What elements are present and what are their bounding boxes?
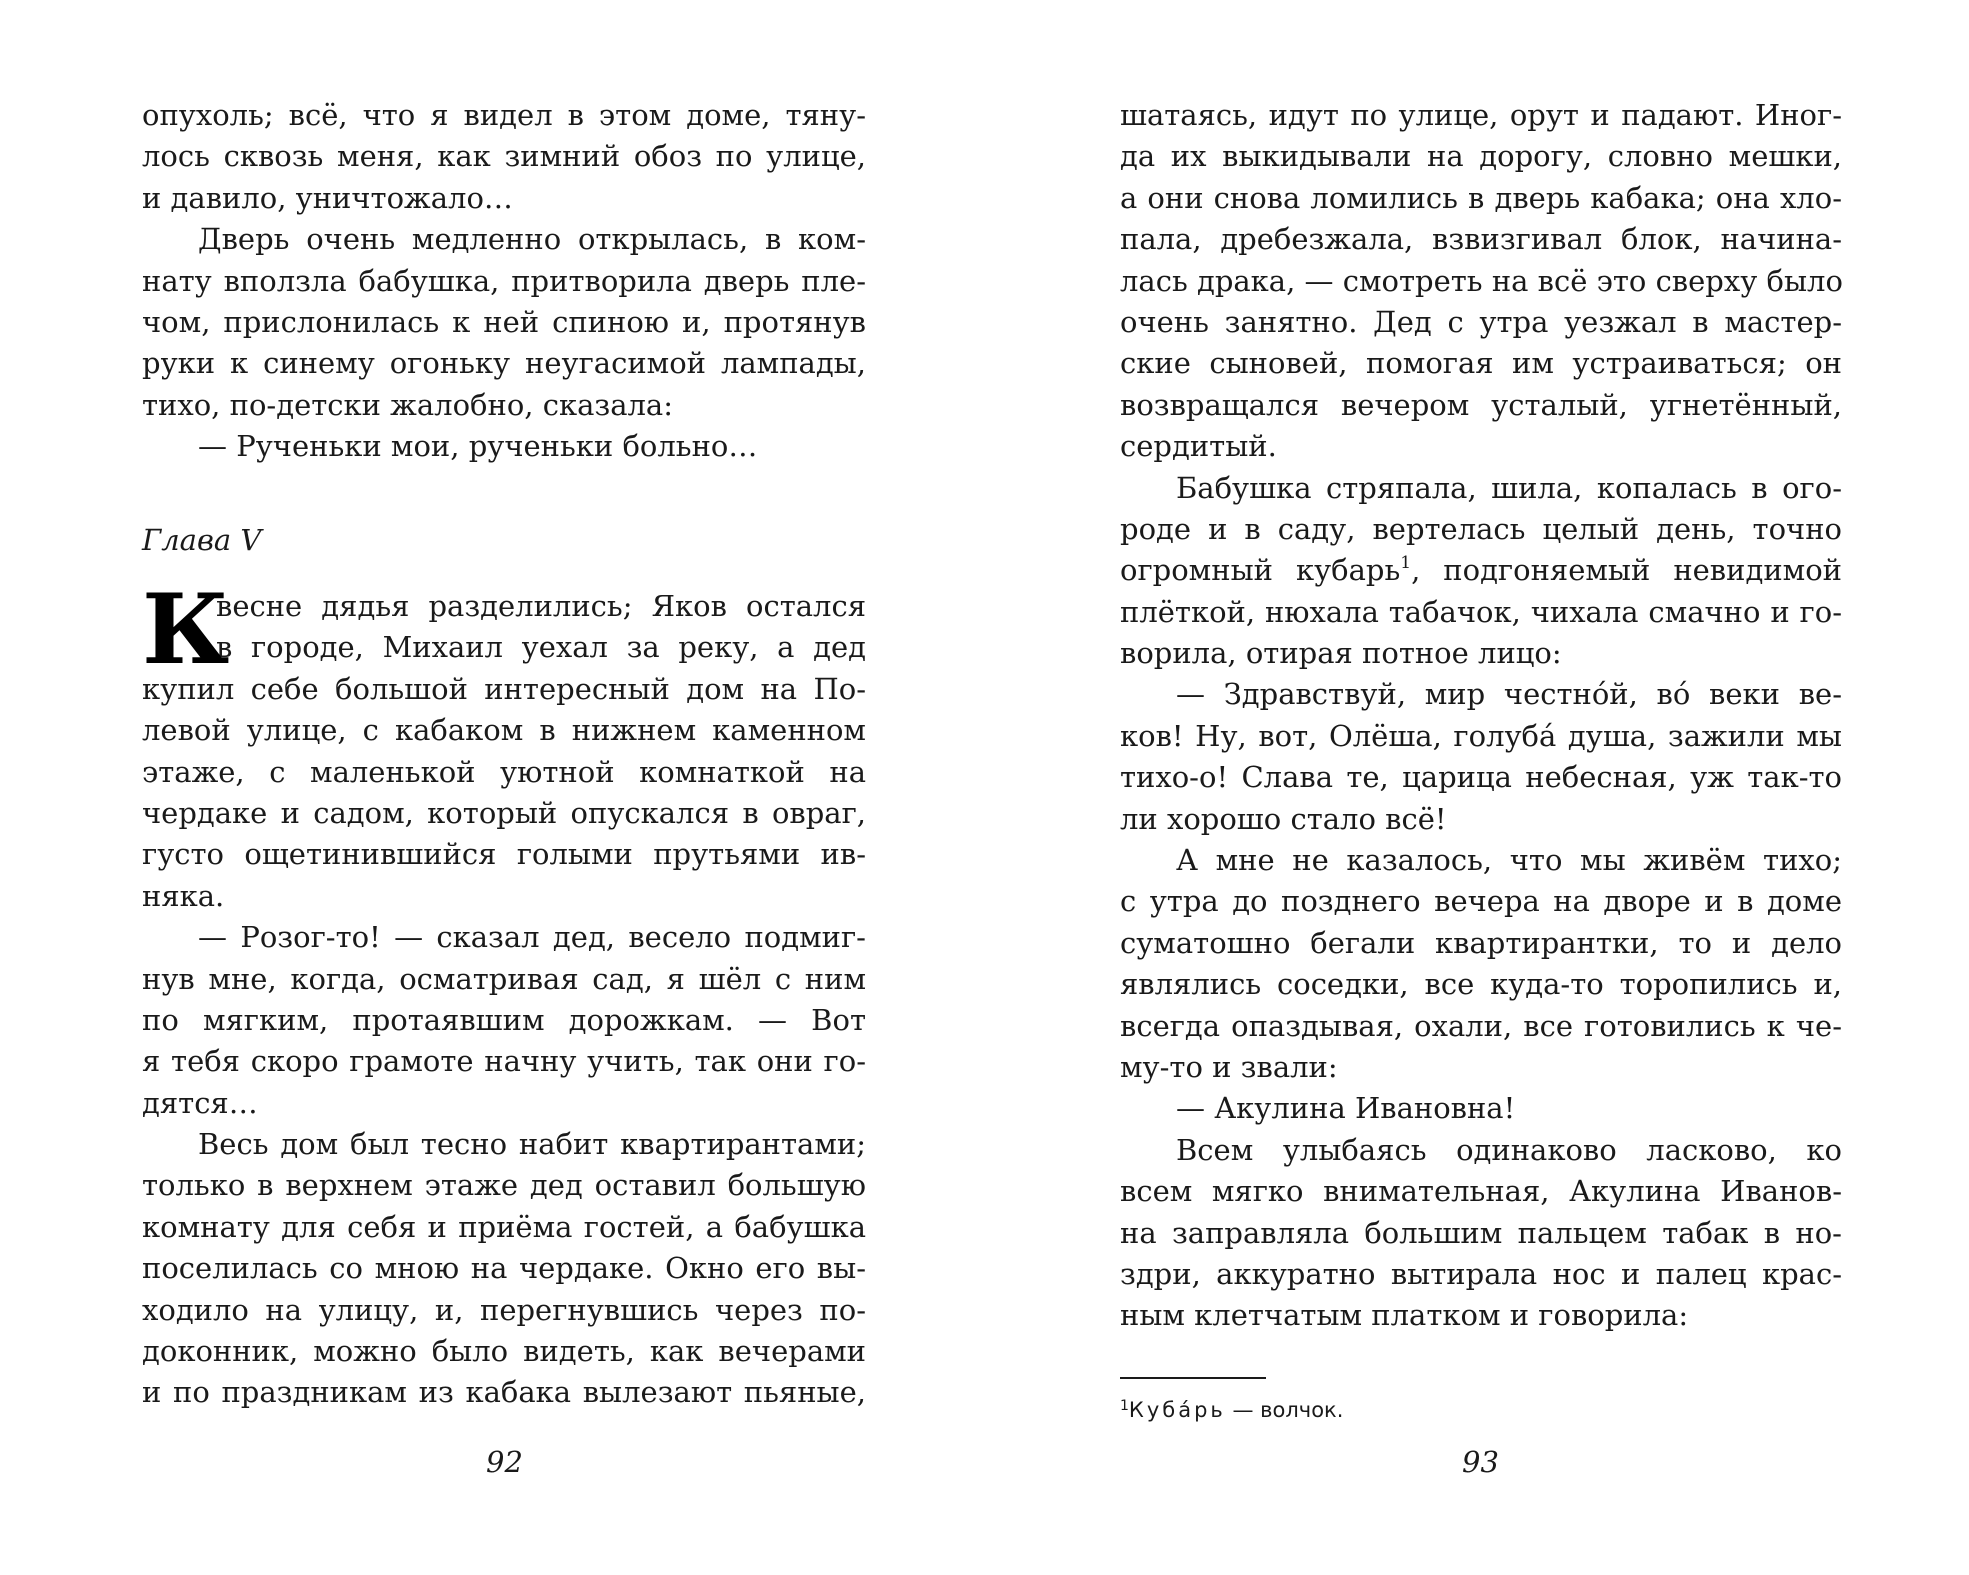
text-line: очень занятно. Дед с утра уезжал в мастер- [1120,304,1842,339]
page-number-left: 92 [486,1445,523,1479]
text-fragment: , подгоняемый невидимой [1411,553,1842,588]
footnote-divider [1120,1377,1266,1379]
text-line: с утра до позднего вечера на дворе и в доме [1120,884,1842,919]
text-line: Бабушка стряпала, шила, копалась в ого- [1176,470,1842,505]
text-line: я тебя скоро грамоте начну учить, так они го- [142,1044,866,1079]
text-line: поселилась со мною на чердаке. Окно его вы- [142,1251,866,1286]
text-line: нув мне, когда, осматривая сад, я шёл с ним [142,961,866,996]
text-line: сердитый. [1120,429,1277,464]
text-line: густо ощетинившийся голыми прутьями ив- [142,837,866,872]
text-line: доконник, можно было видеть, как вечерами [142,1334,866,1369]
text-line: ские сыновей, помогая им устраиваться; он [1120,346,1842,381]
text-line: суматошно бегали квартирантки, то и дело [1120,925,1842,960]
text-line: всегда опаздывая, охали, все готовились к че- [1120,1008,1842,1043]
text-line: по мягким, протаявшим дорожкам. — Вот [142,1002,866,1037]
text-line: нату вползла бабушка, притворила дверь пле- [142,263,866,298]
text-line: ворила, отирая потное лицо: [1120,636,1562,671]
text-line: возвращался вечером усталый, угнетённый, [1120,387,1842,422]
text-line: Всем улыбаясь одинаково ласково, ко [1176,1132,1842,1167]
text-line: этаже, с маленькой уютной комнаткой на [142,754,866,789]
text-line: да их выкидывали на дорогу, словно мешки, [1120,139,1842,174]
text-line: а они снова ломились в дверь кабака; она хло- [1120,180,1842,215]
text-line: левой улице, с кабаком в нижнем каменном [142,713,866,748]
text-line: ли хорошо стало всё! [1120,801,1447,836]
text-line: опухоль; всё, что я видел в этом доме, тяну- [142,98,866,132]
text-fragment: огромный кубарь [1120,553,1401,588]
text-line: чердаке и садом, который опускался в овраг, [142,795,866,830]
text-line: комнату для себя и приёма гостей, а бабушка [142,1209,866,1244]
text-line: няка. [142,878,225,913]
text-line: здри, аккуратно вытирала нос и палец крас- [1120,1256,1842,1291]
text-line: — Акулина Ивановна! [1176,1091,1516,1126]
left-top-text [142,95,866,468]
text-line: Дверь очень медленно открылась, в ком- [198,222,866,257]
text-line: тихо-о! Слава те, царица небесная, уж так-то [1120,760,1842,795]
text-line: весне дядья разделились; Яков остался [216,589,866,623]
text-line: и давило, уничтожало… [142,180,513,215]
text-line: роде и в саду, вертелась целый день, точно [1120,511,1842,546]
text-line: ным клетчатым платком и говорила: [1120,1298,1689,1333]
page-number-right: 93 [1462,1445,1499,1479]
chapter-body [142,573,866,1414]
text-line: в городе, Михаил уехал за реку, а дед [216,630,866,665]
text-line: руки к синему огоньку неугасимой лампады, [142,346,866,381]
text-line-with-footnote [1120,550,1842,591]
text-line: ков! Ну, вот, Олёша, голуба́ душа, зажили мы [1120,718,1842,753]
text-line: чом, прислонилась к ней спиною и, протянув [142,304,866,339]
footnote-marker: 1 [1120,1398,1129,1414]
text-line: плёткой, нюхала табачок, чихала смачно и го- [1120,594,1842,629]
drop-cap: К [142,573,230,686]
text-line: шатаясь, идут по улице, орут и падают. Иног- [1120,98,1842,132]
text-line: — Розог-то! — сказал дед, весело подмиг- [198,920,866,955]
chapter-heading: Глава V [142,523,262,557]
left-page [142,95,866,1410]
footnote-term: Куба́рь [1128,1398,1226,1422]
text-line: му-то и звали: [1120,1049,1338,1084]
text-line: А мне не казалось, что мы живём тихо; [1176,843,1842,878]
right-page [1120,95,1843,1422]
text-line: — Здравствуй, мир честно́й, во́ веки ве- [1176,677,1842,712]
footnote [1120,1391,1343,1425]
text-line: всем мягко внимательная, Акулина Иванов- [1120,1174,1842,1209]
footnote-reference: 1 [1400,553,1412,574]
text-line: ходило на улицу, и, перегнувшись через по- [142,1292,866,1327]
text-line: на заправляла большим пальцем табак в но- [1120,1215,1842,1250]
text-line: лась драка, — смотреть на всё это сверху было [1120,263,1843,298]
text-line: являлись соседки, все куда-то торопились и, [1120,967,1842,1002]
text-line: — Рученьки мои, рученьки больно… [198,429,758,464]
text-line: дятся… [142,1085,258,1120]
text-line: пала, дребезжала, взвизгивал блок, начина- [1120,222,1842,257]
text-line: тихо, по-детски жалобно, сказала: [142,387,673,422]
text-line: и по праздникам из кабака вылезают пьяные, [142,1375,866,1410]
footnote-definition: — волчок. [1225,1398,1344,1422]
text-line: только в верхнем этаже дед оставил большую [142,1168,866,1203]
text-line: Весь дом был тесно набит квартирантами; [198,1127,866,1162]
text-line: купил себе большой интересный дом на По- [142,671,866,706]
text-line: лось сквозь меня, как зимний обоз по улице, [142,139,866,174]
